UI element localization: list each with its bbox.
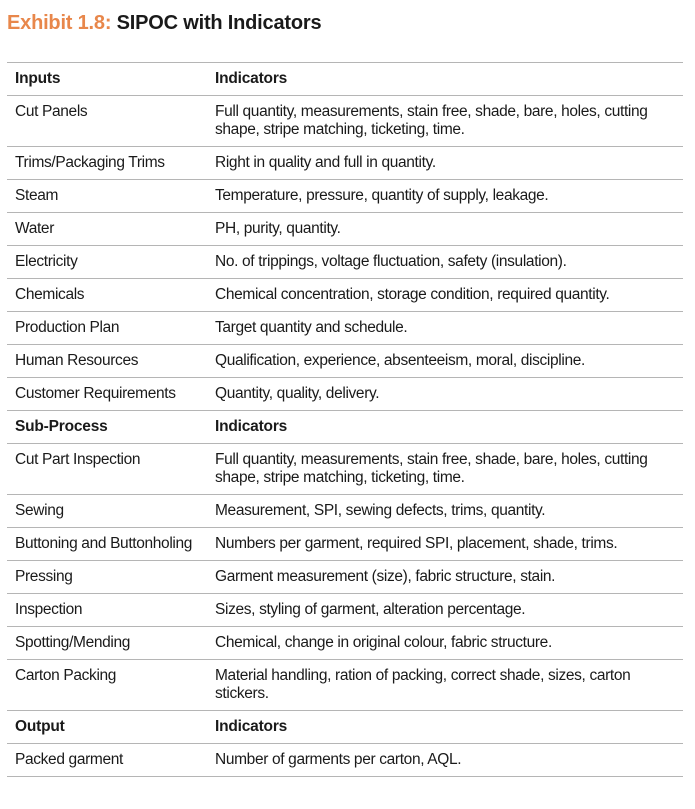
row-item-name: Inspection: [15, 601, 83, 618]
table-row: [7, 627, 683, 660]
table-row: [7, 528, 683, 561]
row-item-name: Trims/Packaging Trims: [15, 154, 165, 171]
table-row: [7, 213, 683, 246]
row-indicators: Sizes, styling of garment, alteration percentage.: [215, 601, 526, 618]
table-row: [7, 660, 683, 711]
table-row: [7, 345, 683, 378]
row-item-name: Cut Panels: [15, 103, 88, 120]
row-item-name: Pressing: [15, 568, 73, 585]
row-indicators: Chemical concentration, storage condition, required quantity.: [215, 286, 610, 303]
row-indicators: Qualification, experience, absenteeism, moral, discipline.: [215, 352, 585, 369]
table-row: [7, 594, 683, 627]
exhibit-name: SIPOC with Indicators: [116, 12, 322, 34]
indicators-header-label: Indicators: [215, 418, 288, 435]
row-item-name: Buttoning and Buttonholing: [15, 535, 193, 552]
table-row: [7, 495, 683, 528]
row-indicators: Number of garments per carton, AQL.: [215, 751, 462, 768]
row-indicators: Quantity, quality, delivery.: [215, 385, 380, 402]
row-indicators: No. of trippings, voltage fluctuation, safety (insulation).: [215, 253, 567, 270]
indicators-header-label: Indicators: [215, 70, 288, 87]
row-indicators: Garment measurement (size), fabric structure, stain.: [215, 568, 556, 585]
row-indicators: Temperature, pressure, quantity of supply, leakage.: [215, 187, 549, 204]
row-indicators: PH, purity, quantity.: [215, 220, 341, 237]
section-header-label: Inputs: [15, 70, 61, 87]
table-row: [7, 147, 683, 180]
row-item-name: Steam: [15, 187, 59, 204]
row-indicators: Numbers per garment, required SPI, placement, shade, trims.: [215, 535, 618, 552]
row-item-name: Sewing: [15, 502, 64, 519]
row-item-name: Spotting/Mending: [15, 634, 131, 651]
table-row: [7, 444, 683, 495]
table-row: [7, 246, 683, 279]
row-indicators: Target quantity and schedule.: [215, 319, 408, 336]
section-header-row: [7, 711, 683, 744]
row-item-name: Packed garment: [15, 751, 123, 768]
row-indicators: Measurement, SPI, sewing defects, trims, quantity.: [215, 502, 546, 519]
row-item-name: Water: [15, 220, 55, 237]
section-header-row: [7, 63, 683, 96]
section-header-label: Output: [15, 718, 65, 735]
table-row: [7, 744, 683, 777]
table-row: [7, 312, 683, 345]
row-item-name: Customer Requirements: [15, 385, 176, 402]
row-item-name: Chemicals: [15, 286, 85, 303]
row-indicators: Full quantity, measurements, stain free, shade, bare, holes, cutting shape, stripe matching, ticketing, time.: [215, 451, 648, 486]
row-indicators: Material handling, ration of packing, correct shade, sizes, carton stickers.: [215, 667, 631, 702]
row-item-name: Carton Packing: [15, 667, 117, 684]
section-header-row: [7, 411, 683, 444]
table-row: [7, 378, 683, 411]
row-indicators: Chemical, change in original colour, fabric structure.: [215, 634, 552, 651]
sipoc-table: [7, 62, 683, 777]
row-item-name: Human Resources: [15, 352, 139, 369]
table-row: [7, 279, 683, 312]
indicators-header-label: Indicators: [215, 718, 288, 735]
section-header-label: Sub-Process: [15, 418, 108, 435]
row-item-name: Electricity: [15, 253, 78, 270]
exhibit-title: [7, 12, 321, 35]
table-row: [7, 561, 683, 594]
exhibit-number: Exhibit 1.8:: [7, 12, 112, 34]
row-item-name: Cut Part Inspection: [15, 451, 141, 468]
row-indicators: Right in quality and full in quantity.: [215, 154, 436, 171]
table-row: [7, 96, 683, 147]
row-item-name: Production Plan: [15, 319, 120, 336]
row-indicators: Full quantity, measurements, stain free, shade, bare, holes, cutting shape, stripe matching, ticketing, time.: [215, 103, 648, 138]
table-row: [7, 180, 683, 213]
